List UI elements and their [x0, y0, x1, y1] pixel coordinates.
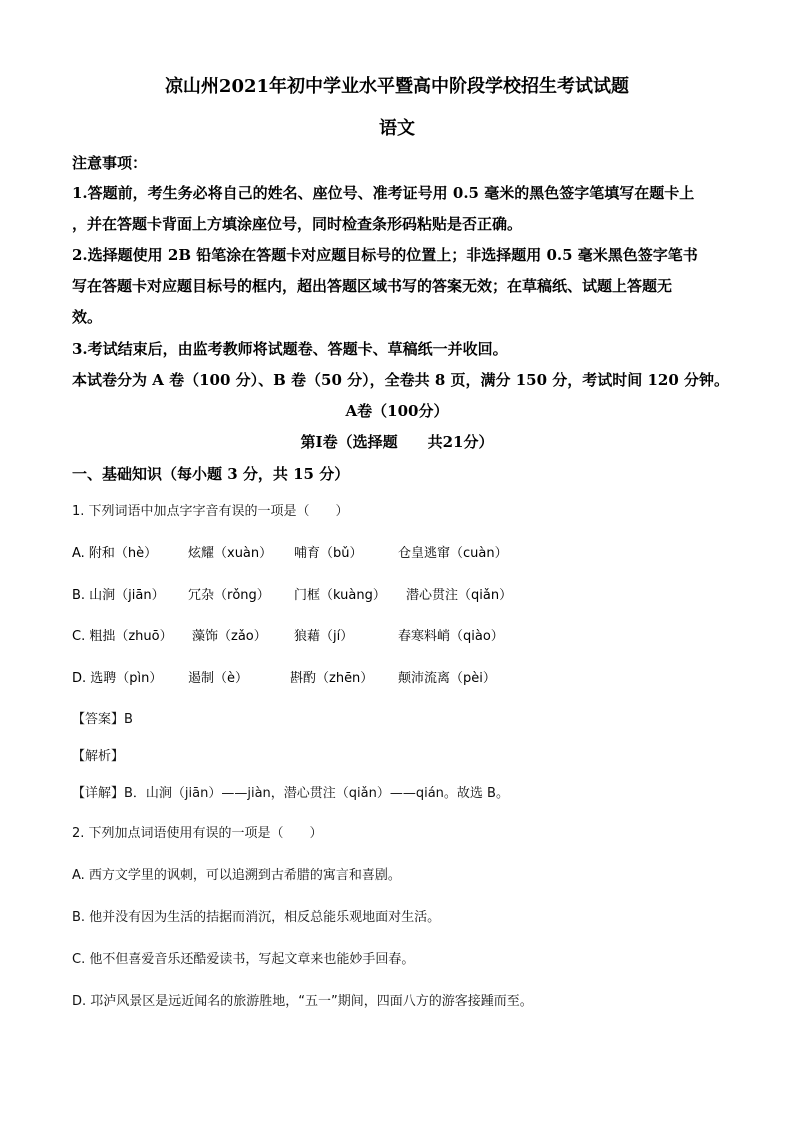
option-c-word-3: 狼藉（jí） — [294, 629, 354, 644]
option-d-word-1: D. 选聘（pìn） — [72, 671, 163, 686]
option-a-word-1: A. 附和（hè） — [72, 546, 158, 561]
exam-title: 凉山州2021年初中学业水平暨高中阶段学校招生考试试题 — [164, 76, 630, 97]
part-one-heading: 第Ⅰ卷（选择题 共21分） — [300, 433, 494, 451]
option-b-word-4: 潜心贯注（qiǎn） — [406, 588, 513, 603]
option-d-word-2: 遏制（è） — [188, 671, 248, 686]
option-b-word-1: B. 山涧（jiān） — [72, 588, 165, 603]
notes-summary: 本试卷分为 A 卷（100 分）、B 卷（50 分），全卷共 8 页，满分 150 分，考试时间 120 分钟。 — [72, 371, 730, 389]
option-c-word-1: C. 粗拙（zhuō） — [72, 629, 173, 644]
option-b-word-3: 门框（kuàng） — [294, 588, 386, 603]
subject-title: 语文 — [379, 118, 415, 139]
question-2-option-b: B. 他并没有因为生活的拮据而消沉，相反总能乐观地面对生活。 — [72, 910, 441, 925]
notes-line: 写在答题卡对应题目标号的框内，超出答题区域书写的答案无效；在草稿纸、试题上答题无 — [72, 277, 673, 295]
option-c-word-4: 春寒料峭（qiào） — [398, 629, 504, 644]
notes-line: 1.答题前，考生务必将自己的姓名、座位号、准考证号用 0.5 毫米的黑色签字笔填写在题卡上 — [72, 184, 695, 202]
notes-line: 效。 — [72, 308, 103, 326]
option-a-word-4: 仓皇逃窜（cuàn） — [398, 546, 508, 561]
option-a-word-3: 哺育（bǔ） — [294, 546, 363, 561]
notes-line: 3.考试结束后，由监考教师将试题卷、答题卡、草稿纸一并收回。 — [72, 340, 508, 358]
notes-line: 2.选择题使用 2B 铅笔涂在答题卡对应题目标号的位置上；非选择题用 0.5 毫米黑色签字笔书 — [72, 246, 698, 264]
option-c-word-2: 藻饰（zǎo） — [192, 629, 267, 644]
basic-section-heading: 一、基础知识（每小题 3 分，共 15 分） — [72, 465, 350, 483]
question-2-option-d: D. 邛泸风景区是远近闻名的旅游胜地，“五一”期间，四面八方的游客接踵而至。 — [72, 994, 533, 1009]
answer-label: 【答案】B — [72, 712, 133, 727]
option-d-word-4: 颠沛流离（pèi） — [398, 671, 496, 686]
question-2-option-a: A. 西方文学里的讽刺，可以追溯到古希腊的寓言和喜剧。 — [72, 868, 401, 883]
option-d-word-3: 斟酌（zhēn） — [290, 671, 374, 686]
option-b-word-2: 冗杂（rǒng） — [188, 588, 270, 603]
a-paper-heading: A卷（100分） — [345, 402, 449, 420]
question-1-stem: 1. 下列词语中加点字字音有误的一项是（ ） — [72, 504, 349, 519]
question-2-option-c: C. 他不但喜爱音乐还酷爱读书，写起文章来也能妙手回春。 — [72, 952, 415, 967]
option-a-word-2: 炫耀（xuàn） — [188, 546, 273, 561]
notes-heading: 注意事项： — [72, 154, 148, 172]
notes-line: ，并在答题卡背面上方填涂座位号，同时检查条形码粘贴是否正确。 — [72, 215, 523, 233]
detail-text: 【详解】B．山涧（jiān）——jiàn，潜心贯注（qiǎn）——qián。故选 B。 — [72, 786, 509, 801]
question-2-stem: 2. 下列加点词语使用有误的一项是（ ） — [72, 826, 323, 841]
analysis-label: 【解析】 — [72, 749, 125, 764]
